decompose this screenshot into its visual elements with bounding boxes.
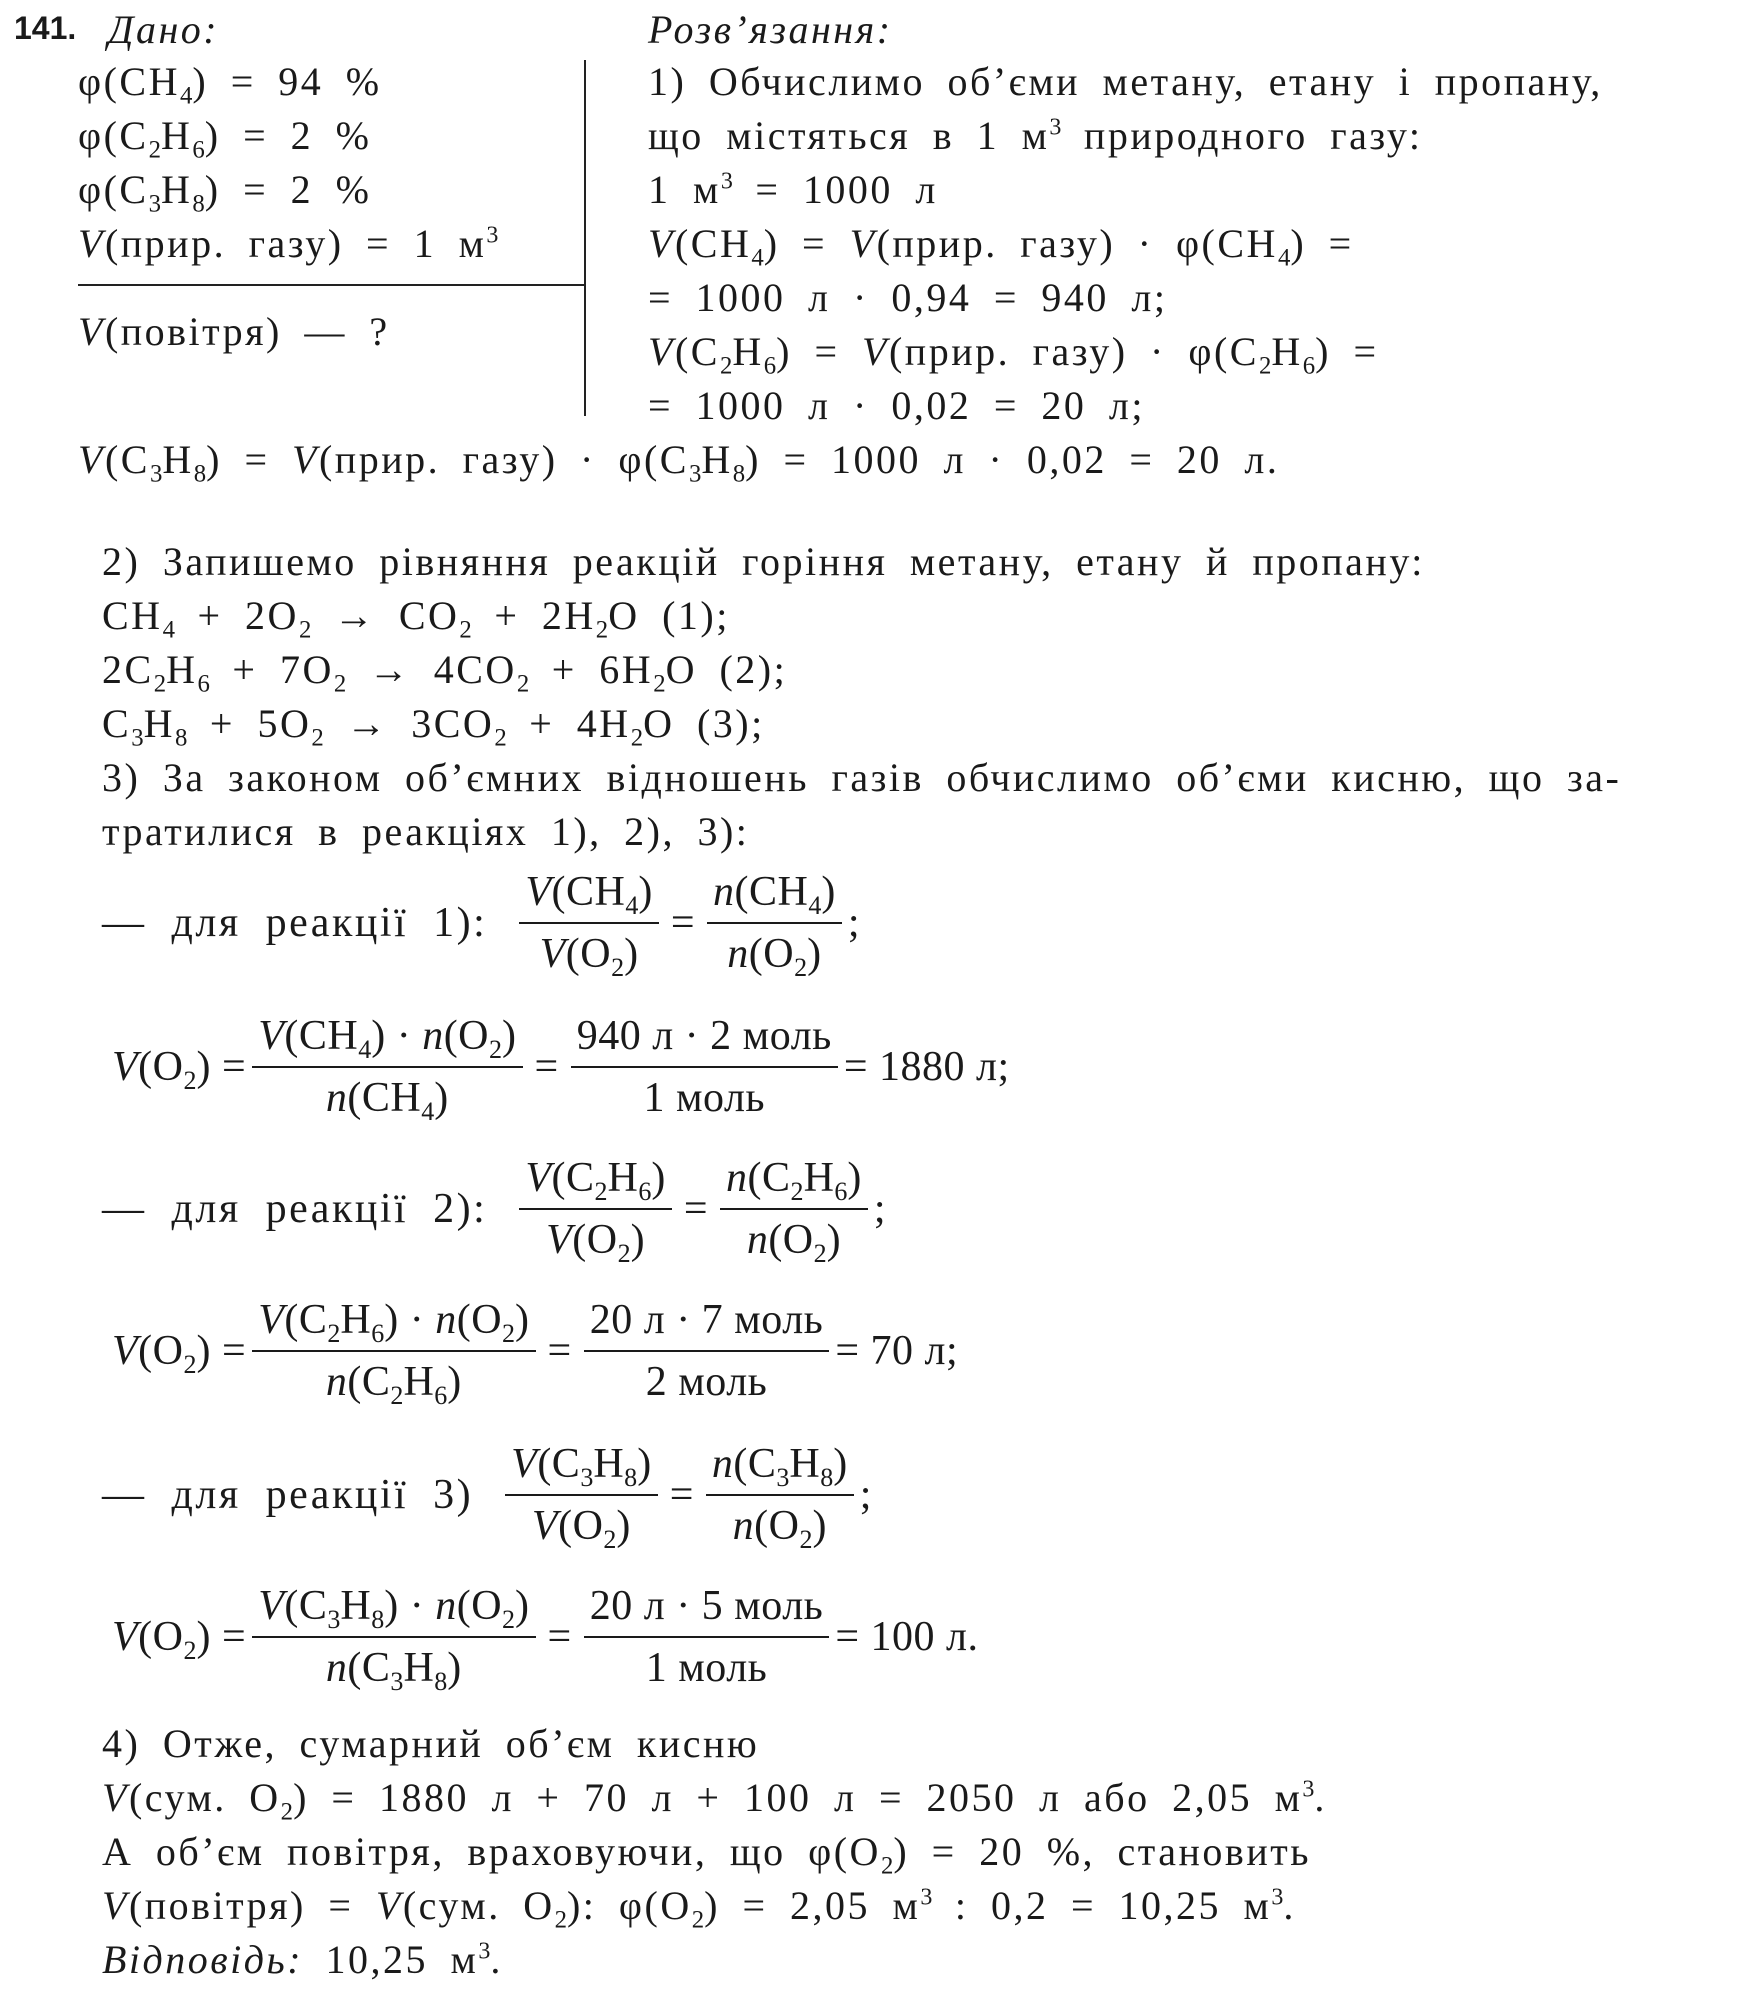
answer-value: 10,25 $м^3$. bbox=[325, 1937, 503, 1982]
step1-line1: 1) Обчислимо об’єми метану, етану і пропану, bbox=[648, 59, 1603, 104]
numerator: $V(C_3H_8) \cdot n(O_2)$ bbox=[252, 1582, 535, 1638]
denominator: 2 моль bbox=[645, 1359, 768, 1405]
step2-intro: 2) Запишемо рівняння реакцій горіння метану, етану й пропану: bbox=[102, 539, 1425, 584]
step1-line6: $V(C_2H_6)$ = V(прир. газу) · $\varphi(C_2H_6)$ = bbox=[648, 329, 1379, 380]
step2-equation-3: $C_3H_8 + 5O_2 \to 3CO_2 + 4H_2O$ (3); bbox=[102, 701, 765, 752]
equals-sign: = bbox=[547, 1614, 572, 1660]
given-phi-c3h8: $\varphi(C_3H_8) = 2$ % bbox=[78, 167, 372, 218]
denominator: $V(O_2)$ bbox=[531, 1503, 631, 1555]
fraction bbox=[252, 1012, 522, 1127]
reaction2-ratio bbox=[102, 1154, 887, 1269]
step1-line7: = 1000 л · 0,02 = 20 л; bbox=[648, 383, 1145, 428]
equals-sign: = bbox=[683, 1186, 709, 1232]
step2-equation-2: $2C_2H_6 + 7O_2 \to 4CO_2 + 6H_2O$ (2); bbox=[102, 647, 788, 698]
numerator: $V(C_2H_6)$ bbox=[519, 1154, 672, 1210]
solution-heading: Розв’язання: bbox=[648, 7, 893, 52]
fraction bbox=[252, 1582, 535, 1697]
fraction bbox=[720, 1154, 868, 1269]
numerator: $n(C_3H_8)$ bbox=[706, 1440, 854, 1496]
reaction3-calculation bbox=[112, 1582, 979, 1697]
given-phi-c2h6: $\varphi(C_2H_6) = 2$ % bbox=[78, 113, 372, 164]
numerator: $V(C_3H_8)$ bbox=[505, 1440, 658, 1496]
denominator: 1 моль bbox=[643, 1075, 766, 1121]
step4-line1: 4) Отже, сумарний об’єм кисню bbox=[102, 1721, 760, 1766]
calc-lhs: $V(O_2)$ = bbox=[112, 1328, 247, 1380]
fraction bbox=[505, 1440, 658, 1555]
step4-line2: V(сум. $O_2) = 1880$ л + 70 л + 100 л = 2050 л або 2,05 $м^3$. bbox=[102, 1775, 1327, 1826]
denominator: $n(C_3H_8)$ bbox=[325, 1645, 462, 1697]
equals-sign: = bbox=[669, 1472, 694, 1518]
denominator: $n(C_2H_6)$ bbox=[325, 1359, 462, 1411]
equals-sign: = bbox=[670, 900, 696, 946]
reaction3-label: — для реакції 3) bbox=[102, 1472, 474, 1518]
step1-line2: що містяться в 1 $м^3$ природного газу: bbox=[648, 113, 1423, 158]
given-heading: Дано: bbox=[108, 7, 220, 52]
fraction bbox=[707, 868, 842, 983]
denominator: $V(O_2)$ bbox=[539, 931, 639, 983]
problem-number: 141. bbox=[14, 10, 77, 46]
reaction2-calculation bbox=[112, 1296, 959, 1411]
numerator: $n(CH_4)$ bbox=[707, 868, 842, 924]
step1-line4: $V(CH_4)$ = V(прир. газу) · $\varphi(CH_4)$ = bbox=[648, 221, 1354, 272]
step2-equation-1: $CH_4 + 2O_2 \to CO_2 + 2H_2O$ (1); bbox=[102, 593, 730, 644]
step3-line2: тратилися в реакціях 1), 2), 3): bbox=[102, 809, 750, 854]
given-gas-volume: V(прир. газу) = 1 $м^3$ bbox=[78, 221, 499, 266]
calc-result: = 100 л. bbox=[835, 1614, 979, 1660]
denominator: $n(O_2)$ bbox=[727, 931, 822, 983]
calc-result: = 1880 л; bbox=[843, 1044, 1010, 1090]
fraction bbox=[571, 1012, 838, 1122]
reaction1-label: — для реакції 1): bbox=[102, 900, 488, 946]
step3-line1: 3) За законом об’ємних відношень газів обчислимо об’єми кисню, що за- bbox=[102, 755, 1622, 800]
denominator: $n(O_2)$ bbox=[732, 1503, 827, 1555]
reaction1-ratio bbox=[102, 868, 861, 983]
fraction bbox=[519, 868, 659, 983]
given-separator-vertical bbox=[584, 60, 586, 416]
fraction bbox=[584, 1296, 830, 1406]
calc-result: = 70 л; bbox=[835, 1328, 959, 1374]
semicolon: ; bbox=[847, 900, 861, 946]
reaction2-label: — для реакції 2): bbox=[102, 1186, 488, 1232]
step1-line3: 1 $м^3 = 1000$ л bbox=[648, 167, 938, 212]
numerator: $n(C_2H_6)$ bbox=[720, 1154, 868, 1210]
step1-line8: $V(C_3H_8)$ = V(прир. газу) · $\varphi(C_3H_8) = 1000$ л · 0,02 = 20 л. bbox=[78, 437, 1280, 488]
step4-line3: А об’єм повітря, враховуючи, що $\varphi(O_2) = 20$ %, становить bbox=[102, 1829, 1311, 1880]
numerator: 20 л · 5 моль bbox=[584, 1582, 830, 1638]
fraction bbox=[706, 1440, 854, 1555]
numerator: $V(CH_4)$ bbox=[519, 868, 659, 924]
numerator: $V(C_2H_6) \cdot n(O_2)$ bbox=[252, 1296, 535, 1352]
answer-label: Відповідь: bbox=[102, 1937, 304, 1982]
fraction bbox=[252, 1296, 535, 1411]
answer-line bbox=[102, 1937, 503, 1982]
calc-lhs: $V(O_2)$ = bbox=[112, 1614, 247, 1666]
semicolon: ; bbox=[873, 1186, 887, 1232]
denominator: $n(CH_4)$ bbox=[325, 1075, 449, 1127]
equals-sign: = bbox=[547, 1328, 572, 1374]
semicolon: ; bbox=[859, 1472, 872, 1518]
fraction bbox=[519, 1154, 672, 1269]
step1-line5: = 1000 л · 0,94 = 940 л; bbox=[648, 275, 1168, 320]
denominator: 1 моль bbox=[645, 1645, 768, 1691]
given-separator-horizontal bbox=[78, 284, 586, 286]
numerator: 940 л · 2 моль bbox=[571, 1012, 838, 1068]
numerator: $V(CH_4) \cdot n(O_2)$ bbox=[252, 1012, 522, 1068]
calc-lhs: $V(O_2)$ = bbox=[112, 1044, 247, 1096]
step4-line4: V(повітря) = V(сум. $O_2$): $\varphi(O_2) = 2,05$ $м^3$ : 0,2 = 10,25 $м^3$. bbox=[102, 1883, 1296, 1934]
reaction3-ratio bbox=[102, 1440, 872, 1555]
given-phi-ch4: $\varphi(CH_4) = 94$ % bbox=[78, 59, 382, 110]
given-find: V(повітря) — ? bbox=[78, 309, 390, 354]
fraction bbox=[584, 1582, 830, 1692]
numerator: 20 л · 7 моль bbox=[584, 1296, 830, 1352]
reaction1-calculation bbox=[112, 1012, 1010, 1127]
equals-sign: = bbox=[534, 1044, 559, 1090]
denominator: $V(O_2)$ bbox=[546, 1217, 646, 1269]
denominator: $n(O_2)$ bbox=[746, 1217, 842, 1269]
